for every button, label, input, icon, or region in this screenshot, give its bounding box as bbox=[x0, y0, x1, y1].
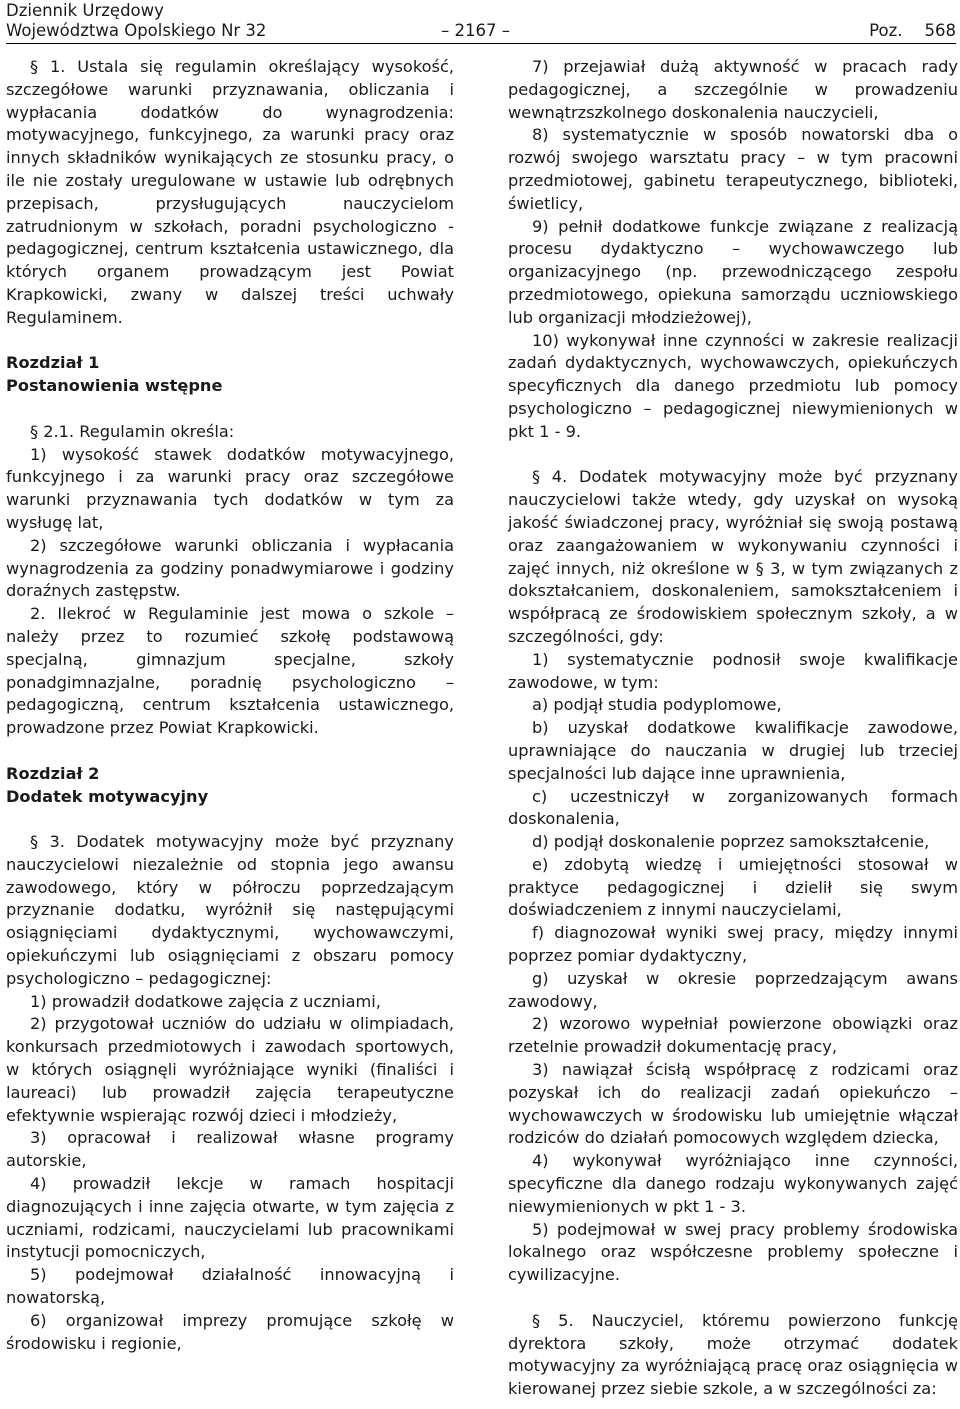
journal-issue: Województwa Opolskiego Nr 32 bbox=[6, 21, 267, 40]
list-item: 3) nawiązał ścisłą współpracę z rodzicami oraz pozyskał ich do realizacji zadań opiekuńczo – wychowawczych w środowisku lub umiejętnie włączał rodziców do działań pomocowych względem dziecka, bbox=[508, 1060, 958, 1148]
list-item: 1) systematycznie podnosił swoje kwalifikacje zawodowe, w tym: bbox=[508, 649, 958, 692]
spacer bbox=[508, 1287, 958, 1310]
header-rule bbox=[6, 43, 956, 44]
paragraph-s2-1: § 2.1. Regulamin określa: bbox=[30, 421, 235, 441]
list-item: 9) pełnił dodatkowe funkcje związane z realizacją procesu dydaktyczno – wychowawczego lub organizacyjnego (np. przewodniczącego zespołu przedmiotowego, opiekuna samorządu uczniowskiego lub organizacji młodzieżowej), bbox=[508, 216, 958, 327]
list-item: 10) wykonywał inne czynności w zakresie realizacji zadań dydaktycznych, wychowawczych, opiekuńczych specyficznych dla danego przedmiotu lub pomocy psychologiczno – pedagogicznej niewymienionych w pkt 1 - 9. bbox=[508, 330, 958, 441]
list-item: 8) systematycznie w sposób nowatorski dba o rozwój swojego warsztatu pracy – w tym pracowni przedmiotowej, gabinetu terapeutycznego, biblioteki, świetlicy, bbox=[508, 125, 958, 213]
position-number: 568 bbox=[924, 21, 956, 40]
list-item: f) diagnozował wyniki swej pracy, między innymi poprzez pomiar dydaktyczny, bbox=[508, 923, 958, 966]
list-item: e) zdobytą wiedzę i umiejętności stosował w praktyce pedagogicznej i dzielił się swym doświadczeniem z innymi nauczycielami, bbox=[508, 854, 958, 920]
list-item: b) uzyskał dodatkowe kwalifikacje zawodowe, uprawniające do nauczania w drugiej lub trzeciej specjalności lub dające inne uprawnienia, bbox=[508, 718, 958, 783]
list-item: 2) wzorowo wypełniał powierzone obowiązki oraz rzetelnie prowadził dokumentację pracy, bbox=[508, 1014, 958, 1057]
right-column bbox=[508, 56, 958, 1401]
page-number: – 2167 – bbox=[441, 21, 510, 40]
chapter-2-subtitle: Dodatek motywacyjny bbox=[6, 786, 209, 806]
spacer bbox=[508, 444, 958, 467]
paragraph-s2-2: 2. Ilekroć w Regulaminie jest mowa o szkole – należy przez to rozumieć szkołę podstawową specjalną, gimnazjum specjalne, szkoły ponadgimnazjalne, poradnię psychologiczno – pedagogiczną, centrum kształcenia ustawicznego, prowadzone przez Powiat Krapkowicki. bbox=[6, 604, 454, 738]
list-item: 5) podejmował w swej pracy problemy środowiska lokalnego oraz współczesne problemy społeczne i cywilizacyjne. bbox=[508, 1219, 958, 1285]
list-item: 5) podejmował działalność innowacyjną i nowatorską, bbox=[6, 1265, 454, 1308]
chapter-1-subtitle: Postanowienia wstępne bbox=[6, 376, 223, 396]
list-item: g) uzyskał w okresie poprzedzającym awans zawodowy, bbox=[508, 968, 958, 1011]
list-item: c) uczestniczył w zorganizowanych formach doskonalenia, bbox=[508, 786, 958, 829]
paragraph-s3: § 3. Dodatek motywacyjny może być przyznany nauczycielowi niezależnie od stopnia jego awansu zawodowego, który w półroczu poprzedzającym przyznanie dodatku, wyróżnił się następującymi osiągnięciami dydaktycznymi, wychowawczymi, opiekuńczymi lub osiągnięciami z obszaru pomocy psychologiczno – pedagogicznej: bbox=[6, 832, 454, 988]
paragraph-s4: § 4. Dodatek motywacyjny może być przyznany nauczycielowi także wtedy, gdy uzyskał on wysoką jakość świadczonej pracy, wyróżniał się swoją postawą oraz zaangażowaniem w wykonywaniu czynności i zajęć innych, niż określone w § 3, w tym związanych z dokształcaniem, doskonaleniem, samokształceniem i współpracą ze środowiskiem społecznym szkoły, a w szczególności, gdy: bbox=[508, 467, 958, 646]
list-item: 3) opracował i realizował własne programy autorskie, bbox=[6, 1128, 454, 1171]
paragraph-s1: § 1. Ustala się regulamin określający wysokość, szczegółowe warunki przyznawania, obliczania i wypłacania dodatków do wynagrodzenia: motywacyjnego, funkcyjnego, za warunki pracy oraz innych składników wynikających ze stosunku pracy, o ile nie zostały uregulowane w ustawie lub odrębnych przepisach, przysługujących nauczycielom zatrudnionym w szkołach, poradni psychologiczno - pedagogicznej, centrum kształcenia ustawicznego, dla których organem prowadzącym jest Powiat Krapkowicki, zwany w dalszej treści uchwały Regulaminem. bbox=[6, 57, 454, 327]
list-item: 1) prowadził dodatkowe zajęcia z uczniami, bbox=[30, 991, 381, 1011]
list-item: 2) szczegółowe warunki obliczania i wypłacania wynagrodzenia za godziny ponadwymiarowe i godziny doraźnych zastępstw. bbox=[6, 535, 454, 601]
spacer bbox=[6, 330, 454, 353]
chapter-1-title: Rozdział 1 bbox=[6, 353, 100, 373]
position-reference bbox=[869, 21, 956, 41]
list-item: 4) prowadził lekcje w ramach hospitacji diagnozujących i inne zajęcia otwarte, w tym zajęcia z uczniami, rodzicami, nauczycielami lub pracownikami instytucji pomocniczych, bbox=[6, 1174, 454, 1262]
spacer bbox=[6, 808, 454, 831]
left-column bbox=[6, 56, 454, 1355]
position-label: Poz. bbox=[869, 21, 903, 40]
chapter-2-title: Rozdział 2 bbox=[6, 763, 100, 783]
list-item: 2) przygotował uczniów do udziału w olimpiadach, konkursach przedmiotowych i zawodach sportowych, w których osiągnęli wyróżniające wyniki (finaliści i laureaci) lub prowadził zajęcia terapeutyczne efektywnie wspierając rozwój dzieci i młodzieży, bbox=[6, 1014, 454, 1125]
spacer bbox=[6, 398, 454, 421]
list-item: 6) organizował imprezy promujące szkołę w środowisku i regionie, bbox=[6, 1310, 454, 1353]
list-item: a) podjął studia podyplomowe, bbox=[532, 695, 782, 715]
paragraph-s5: § 5. Nauczyciel, któremu powierzono funkcję dyrektora szkoły, może otrzymać dodatek motywacyjny za wyróżniającą pracę oraz osiągnięcia w kierowanej przez siebie szkole, a w szczególności za: bbox=[508, 1310, 958, 1399]
list-item: d) podjął doskonalenie poprzez samokształcenie, bbox=[532, 832, 930, 852]
spacer bbox=[6, 740, 454, 763]
journal-title: Dziennik Urzędowy bbox=[6, 1, 164, 20]
list-item: 7) przejawiał dużą aktywność w pracach rady pedagogicznej, a szczególnie w prowadzeniu wewnątrzszkolnego doskonalenia nauczycieli, bbox=[508, 57, 958, 122]
page-header bbox=[6, 0, 956, 44]
list-item: 1) wysokość stawek dodatków motywacyjnego, funkcyjnego i za warunki pracy oraz szczegółowe warunki przyznawania tych dodatków w tym za wysługę lat, bbox=[6, 444, 454, 532]
list-item: 4) wykonywał wyróżniająco inne czynności, specyficzne dla danego rodzaju wykonywanych zajęć niewymienionych w pkt 1 - 3. bbox=[508, 1151, 958, 1216]
